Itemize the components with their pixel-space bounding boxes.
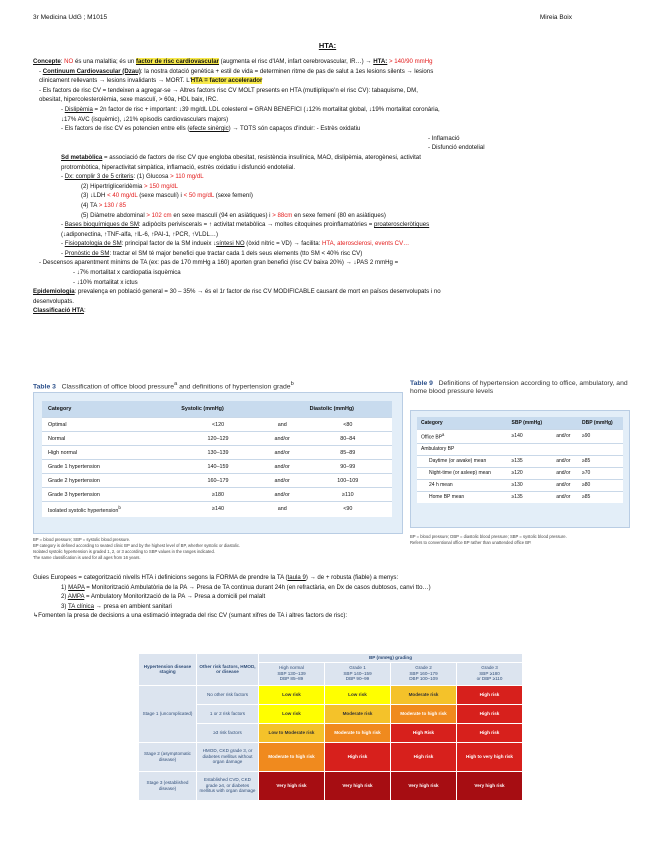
text-line — [33, 258, 633, 268]
table3-note: BP = blood pressure; SBP = systolic blood pressure. — [33, 537, 131, 542]
text-segment: - — [61, 249, 65, 257]
table3-cell: 140–159 — [175, 460, 261, 474]
risk-bp-name: Grade 3 — [481, 665, 498, 671]
table3-cell: 130–139 — [175, 446, 261, 460]
table9-label: Table 9 — [410, 380, 433, 387]
text-segment: MAPA — [68, 583, 85, 591]
text-segment: síntesi NO — [216, 240, 245, 248]
table3-row — [42, 418, 392, 432]
text-segment: - Els factors de risc CV es potencien entre ells ( — [61, 125, 190, 133]
table9-frame — [410, 410, 630, 528]
risk-cell: High to very high risk — [457, 742, 523, 771]
table9-cell: and/or — [552, 430, 578, 444]
risk-row — [139, 771, 523, 800]
risk-bp-grade — [391, 662, 457, 685]
text-segment: AMPA — [67, 593, 85, 601]
table3-cell: Grade 3 hypertension — [42, 488, 175, 502]
table3-note: BP category is defined according to seated clinic BP and by the highest level of BP, whether systolic or diastolic. — [33, 543, 241, 548]
table3 — [33, 380, 403, 560]
text-segment: < 50 mg/dL — [183, 192, 215, 200]
risk-factor: ≥3 risk factors — [197, 723, 259, 742]
table9-cell: ≥85 — [578, 491, 623, 503]
table9-category — [417, 479, 508, 491]
table3-cell: Optimal — [42, 418, 175, 432]
table3-caption-sup: a — [174, 381, 178, 387]
text-segment: - — [61, 173, 65, 181]
text-segment: és una malaltia; és un — [73, 58, 136, 65]
risk-cell: Moderate risk — [391, 685, 457, 704]
table9-row — [417, 479, 623, 491]
text-segment: NO — [64, 58, 74, 65]
text-segment: = associació de factors de risc CV que engloba obesitat, resistència insulínica, MAO, dislipèmia, aterogènesi, activitat — [102, 153, 421, 161]
table3-label: Table 3 — [33, 383, 56, 391]
text-segment: - — [61, 240, 65, 248]
table9-cell — [578, 443, 623, 455]
text-segment: : tractar el SM té major benefici que tractar cada 1 dels seus elements (tto SM < 40% risc CV) — [109, 249, 363, 257]
text-segment: proateroscleròtiques — [373, 221, 430, 229]
text-line — [33, 239, 633, 249]
table3-row — [42, 474, 392, 488]
text-line — [33, 76, 633, 86]
table3-cell: <120 — [175, 418, 261, 432]
table9-cell: and/or — [552, 491, 578, 503]
text-segment: → presa en ambient sanitari — [93, 602, 172, 610]
text-line — [33, 143, 633, 153]
table3-cell: 90–99 — [304, 460, 392, 474]
table3-isolated-sup: b — [118, 505, 121, 510]
text-line — [33, 124, 633, 134]
guidelines-text — [33, 573, 633, 621]
risk-cell: Low risk — [259, 704, 325, 723]
table3-cell: and/or — [261, 474, 304, 488]
risk-factor: No other risk factors — [197, 685, 259, 704]
risk-header-row — [139, 654, 523, 663]
table3-caption-rest: and definitions of hypertension grade — [177, 383, 291, 391]
table3-cell: High normal — [42, 446, 175, 460]
text-segment: - Els factors de risc CV = tendeixen a agregar-se → Altres factors risc CV MOLT presents en HTA (mutliplique'n el risc CV): tabaquisme, DM, — [39, 86, 418, 94]
text-line — [33, 230, 633, 240]
risk-cell: Moderate to high risk — [325, 723, 391, 742]
table9-category-text: Daytime (or awake) mean — [429, 458, 487, 465]
text-segment: Bases bioquímiques de SM — [64, 221, 139, 229]
text-line — [33, 306, 633, 316]
text-segment: (sexe femení) — [214, 192, 253, 200]
table9-cell: and/or — [552, 455, 578, 467]
risk-factor: 1 or 2 risk factors — [197, 704, 259, 723]
text-segment: - Disfunció endotelial — [428, 144, 485, 152]
text-segment: (3) ↓LDH — [81, 192, 108, 200]
text-segment: Guies Europees = categorització nivells HTA i definicions segons la FORMA de prendre la TA ( — [33, 574, 288, 581]
text-segment: Pronòstic de SM — [64, 249, 110, 257]
text-line — [33, 201, 633, 211]
risk-cell: High risk — [391, 742, 457, 771]
text-segment: > 102 cm — [146, 211, 172, 219]
table9-caption — [410, 380, 630, 396]
text-segment: Epidemiologia — [33, 288, 75, 296]
text-segment: - — [61, 105, 65, 113]
table9-cell: ≥90 — [578, 430, 623, 444]
table3-caption — [33, 380, 403, 391]
risk-cell: Moderate to high risk — [259, 742, 325, 771]
table3-grid — [42, 401, 392, 517]
table3-notes — [33, 537, 401, 561]
text-segment: Classificació HTA — [33, 307, 85, 315]
text-segment: = 2n factor de risc + important: ↓39 mg/dL LDL colesterol = GRAN BENEFICI (↓12% mortalitat global, ↓19% mortalitat coronària, — [92, 105, 440, 113]
text-segment: > 150 mg/dL — [144, 182, 179, 190]
table3-cell: 85–89 — [304, 446, 392, 460]
risk-bp-dbp: DBP 100–109 — [409, 676, 438, 682]
text-segment: ) → TOTS són capaços d'induir: - Estrès oxidatiu — [228, 125, 361, 133]
text-segment: Continuum Cardiovascular (Dzau) — [42, 67, 141, 75]
text-line — [33, 592, 633, 602]
table9-row — [417, 455, 623, 467]
risk-bp-dbp: DBP 85–89 — [279, 676, 304, 682]
text-segment: - Descensos aparentment mínims de TA (ex: pas de 170 mmHg a 160) aporten gran benefici (risc CV baixa 20%) → ↓PAS 2 mmHg = — [39, 259, 399, 267]
text-segment: - — [39, 67, 43, 75]
notes-body — [33, 57, 633, 316]
text-line — [33, 67, 633, 77]
risk-cell: Low to Moderate risk — [259, 723, 325, 742]
risk-cell: Very high risk — [391, 771, 457, 800]
table9-header — [552, 417, 578, 430]
text-segment: > 130 / 85 — [98, 201, 127, 209]
risk-col-stage-header: Hypertension disease staging — [139, 654, 197, 686]
risk-bp-sbp: SBP 130–139 — [277, 670, 306, 676]
table9-category-text: Ambulatory BP — [421, 446, 455, 453]
table3-row — [42, 502, 392, 517]
table9-header: DBP (mmHg) — [578, 417, 623, 430]
text-segment: Concepte — [33, 58, 61, 65]
table9-cell: ≥120 — [508, 467, 553, 479]
text-segment: HTA: — [373, 58, 388, 65]
text-segment: > 140/90 mmHg — [387, 58, 433, 65]
risk-bp-name: Grade 1 — [349, 665, 366, 671]
text-segment: Fisiopatologia de SM — [64, 240, 122, 248]
text-segment: clinicament rellevants → lesions invalidants → MORT. L' — [39, 77, 191, 85]
table3-cell: and/or — [261, 432, 304, 446]
table9-cell: ≥140 — [508, 430, 553, 444]
risk-cell: Low risk — [259, 685, 325, 704]
table3-cell: Grade 1 hypertension — [42, 460, 175, 474]
text-segment: Sd metabòlica — [61, 153, 103, 161]
table3-header — [261, 401, 304, 418]
text-segment: TA clínica — [68, 602, 94, 610]
risk-bp-sbp: SBP 140–159 — [343, 670, 372, 676]
text-segment: en sexe femení (80 en asiàtiques) — [292, 211, 386, 219]
text-line — [33, 134, 633, 144]
table3-frame — [33, 392, 403, 534]
table3-cell: Isolated systolic hypertension$^b$ — [42, 502, 175, 517]
text-segment: (augmenta el risc d'IAM, infart cerebrovascular, IR…) → — [218, 58, 374, 65]
table3-note: The same classification is used for all ages from 16 years. — [33, 555, 141, 560]
risk-cell: High Risk — [391, 723, 457, 742]
table9-category — [417, 455, 508, 467]
text-line — [33, 249, 633, 259]
table9-notes — [410, 534, 628, 546]
table9-cell: ≥80 — [578, 479, 623, 491]
table3-cell: ≥140 — [175, 502, 261, 517]
page-title: HTA: — [318, 41, 337, 50]
table9-cell — [508, 443, 553, 455]
risk-bp-name: Grade 2 — [415, 665, 432, 671]
text-segment: 3) — [61, 602, 69, 610]
text-segment: desenvolupats. — [33, 297, 74, 305]
table9-caption-text: Definitions of hypertension according to office, ambulatory, and home blood pressure levels — [410, 380, 628, 395]
risk-bp-grade — [457, 662, 523, 685]
table3-cell: 100–109 — [304, 474, 392, 488]
table3-cell: 160–179 — [175, 474, 261, 488]
table3-note: Isolated systolic hypertension is graded 1, 2, or 3 according to SBP values in the ranges indicated. — [33, 549, 215, 554]
table9-category-sup: a — [442, 432, 445, 437]
risk-col-factor-header: Other risk factors, HMOD, or disease — [197, 654, 259, 686]
table9-note: BP = blood pressure; DBP = diastolic blood pressure; SBP = systolic blood pressure. — [410, 534, 567, 539]
text-segment: = Monitorització Ambulatòria de la PA → Presa de TA continua durant 24h (en refractària, en Dx de casos dubtosos, canvi tto…) — [84, 583, 431, 591]
text-line — [33, 57, 633, 67]
text-line — [33, 583, 633, 593]
risk-factor: Established CVD, CKD grade ≥4, or diabetes mellitus with organ damage — [197, 771, 259, 800]
risk-bp-grade — [259, 662, 325, 685]
text-segment: (sexe masculí) i — [137, 192, 184, 200]
table9-cell — [552, 443, 578, 455]
text-segment: > 110 mg/dL — [170, 173, 204, 181]
text-line — [33, 573, 633, 583]
table9-row — [417, 443, 623, 455]
text-line — [33, 611, 633, 621]
table9-category — [417, 467, 508, 479]
table3-cell: <90 — [304, 502, 392, 517]
risk-cell: High risk — [457, 685, 523, 704]
text-line — [33, 220, 633, 230]
table9-note: Refers to conventional office BP rather than unattended office BP. — [410, 540, 532, 545]
text-line — [33, 163, 633, 173]
table3-cell: Normal — [42, 432, 175, 446]
table9-row — [417, 467, 623, 479]
risk-row — [139, 742, 523, 771]
text-segment: (4) TA — [81, 201, 99, 209]
table3-header: Category — [42, 401, 175, 418]
risk-grid — [138, 653, 523, 801]
text-segment: protrombòtica, hiperactivitat simpàtica, inflamació, estrès oxidatiu i disfunció endotelial. — [61, 163, 296, 171]
table9-cell: and/or — [552, 467, 578, 479]
risk-stage: Stage 3 (established disease) — [139, 771, 197, 800]
table9-category-text: Night-time (or asleep) mean — [429, 470, 491, 477]
table3-row — [42, 432, 392, 446]
table9-cell: and/or — [552, 479, 578, 491]
text-line — [33, 105, 633, 115]
text-segment: efecte sinèrgic — [189, 125, 229, 133]
risk-bp-title: BP (mmHg) grading — [259, 654, 523, 663]
text-segment: ↳Fomenten la presa de decisions a una estimació integrada del risc CV (sumant xifres de TA i altres factors de risc): — [33, 612, 348, 620]
risk-cell: Moderate risk — [325, 704, 391, 723]
text-line — [33, 297, 633, 307]
table9-category-text: Office BP — [421, 434, 443, 441]
table3-cell: 120–129 — [175, 432, 261, 446]
text-segment: 1) — [61, 583, 69, 591]
text-segment: - ↓7% mortalitat x cardiopatia isquèmica — [73, 269, 181, 277]
table3-cell: and/or — [261, 488, 304, 502]
risk-row — [139, 685, 523, 704]
text-line — [33, 278, 633, 288]
text-segment: obesitat, hipercolesterolèmia, sexe masculí, > 60a, HDL baix, IRC. — [39, 96, 219, 104]
table9-category — [417, 430, 508, 444]
text-segment: HTA = factor accelerador — [190, 77, 263, 85]
text-line — [33, 153, 633, 163]
text-segment: : la nostra dotació genètica + estil de vida = determinen ritme de pas de salut a 1es lesions silents → lesions — [140, 67, 434, 75]
text-segment: : — [60, 58, 65, 65]
table9 — [410, 380, 630, 565]
page-header — [33, 14, 622, 24]
table3-cell: <80 — [304, 418, 392, 432]
table3-cell: and — [261, 418, 304, 432]
risk-row — [139, 704, 523, 723]
risk-cell: Low risk — [325, 685, 391, 704]
risk-bp-sbp: SBP ≥180 — [479, 670, 500, 676]
text-segment: 2) — [61, 593, 68, 601]
table9-row — [417, 491, 623, 503]
table3-cell: 80–84 — [304, 432, 392, 446]
text-segment: ) → de + robusta (fiable) a menys: — [305, 574, 399, 581]
text-line — [33, 182, 633, 192]
table9-cell: ≥85 — [578, 455, 623, 467]
text-segment: Dx: complir 3 de 5 criteris — [64, 173, 134, 181]
table3-header: Systolic (mmHg) — [175, 401, 261, 418]
text-line — [33, 191, 633, 201]
risk-bp-dbp: DBP 90–99 — [345, 676, 370, 682]
risk-cell: Very high risk — [259, 771, 325, 800]
table3-cell: and/or — [261, 446, 304, 460]
text-segment: (2) Hipertrigliceridèmia — [81, 182, 144, 190]
risk-stage: Stage 2 (asymptomatic disease) — [139, 742, 197, 771]
text-line — [33, 172, 633, 182]
table9-cell: ≥70 — [578, 467, 623, 479]
table3-caption-sup2: b — [290, 381, 294, 387]
table3-cell: Grade 2 hypertension — [42, 474, 175, 488]
text-line — [33, 602, 633, 612]
text-segment: : (1) Glucosa — [133, 173, 171, 181]
table3-cell: ≥180 — [175, 488, 261, 502]
risk-cell: Very high risk — [325, 771, 391, 800]
text-line — [33, 268, 633, 278]
table9-grid — [417, 417, 623, 503]
text-segment: : — [84, 307, 86, 315]
header-course: 3r Medicina UdG ; M1015 — [33, 14, 108, 21]
table3-caption-text: Classification of office blood pressure — [61, 383, 175, 391]
text-segment: < 40 mg/dL — [107, 192, 138, 200]
text-segment: > 88cm — [272, 211, 293, 219]
text-segment: - — [61, 221, 65, 229]
text-segment: (òxid nítric = VD) → facilita: — [244, 240, 322, 248]
text-segment: (5) Diàmetre abdominal — [81, 211, 147, 219]
text-segment: HTA, aterosclerosi, events CV… — [321, 240, 410, 248]
text-line — [33, 86, 633, 96]
table9-category-text: Home BP mean — [429, 494, 465, 501]
text-segment: : adipòcits periviscerals = ↑ activitat metabòlica → moltes citoquines proinflamatòries = — [138, 221, 374, 229]
table3-row — [42, 446, 392, 460]
risk-bp-sbp: SBP 160–179 — [409, 670, 438, 676]
text-segment: : principal factor de la SM indueix ↓ — [121, 240, 217, 248]
table3-header: Diastolic (mmHg) — [304, 401, 392, 418]
text-segment: Dislipèmia — [64, 105, 93, 113]
risk-cell: High risk — [457, 704, 523, 723]
table9-category-text: 24 h mean — [429, 482, 453, 489]
text-line — [33, 95, 633, 105]
text-line — [33, 115, 633, 125]
risk-bp-dbp: or DBP ≥110 — [476, 676, 503, 682]
text-segment: (↓adiponectina, ↑TNF-alfa, ↑IL-6, ↑PAI-1, ↑PCR, ↑VLDL…) — [61, 230, 219, 238]
risk-cell: High risk — [325, 742, 391, 771]
text-segment: factor de risc cardiovascular — [135, 58, 219, 65]
risk-cell: Moderate to high risk — [391, 704, 457, 723]
table3-cell: ≥110 — [304, 488, 392, 502]
table9-category — [417, 443, 508, 455]
header-author: Mireia Boix — [539, 14, 572, 21]
text-segment: en sexe masculí (94 en asiàtiques) i — [171, 211, 273, 219]
table3-cell: and — [261, 502, 304, 517]
text-segment: = Ambulatory Monitorització de la PA → Presa a domicili pel malalt — [84, 593, 266, 601]
table3-cell: and/or — [261, 460, 304, 474]
table9-row — [417, 430, 623, 444]
table9-category — [417, 491, 508, 503]
risk-table — [138, 653, 523, 801]
text-segment: - ↓10% mortalitat x ictus — [73, 278, 138, 286]
risk-bp-name: High normal — [279, 665, 304, 671]
text-segment: : prevalença en població general = 30 – 35% → és el 1r factor de risc CV MODIFICABLE causant de mort en països desenvolupats i no — [74, 288, 441, 296]
table3-row — [42, 488, 392, 502]
risk-row — [139, 723, 523, 742]
text-segment: ↓17% AVC (isquèmic), ↓21% episodis cardiovasculars majors) — [61, 115, 229, 123]
text-line — [33, 211, 633, 221]
risk-cell: High risk — [457, 723, 523, 742]
risk-stage: Stage 1 (uncomplicated) — [139, 685, 197, 742]
table9-header: SBP (mmHg) — [508, 417, 553, 430]
text-segment: taula 9 — [287, 574, 306, 581]
text-line — [33, 287, 633, 297]
risk-bp-grade — [325, 662, 391, 685]
risk-cell: Very high risk — [457, 771, 523, 800]
table9-cell: ≥135 — [508, 455, 553, 467]
text-segment: - Inflamació — [428, 134, 460, 142]
table9-header: Category — [417, 417, 508, 430]
table9-cell: ≥135 — [508, 491, 553, 503]
table9-cell: ≥130 — [508, 479, 553, 491]
table3-row — [42, 460, 392, 474]
risk-factor: HMOD, CKD grade 3, or diabetes mellitus without organ damage — [197, 742, 259, 771]
